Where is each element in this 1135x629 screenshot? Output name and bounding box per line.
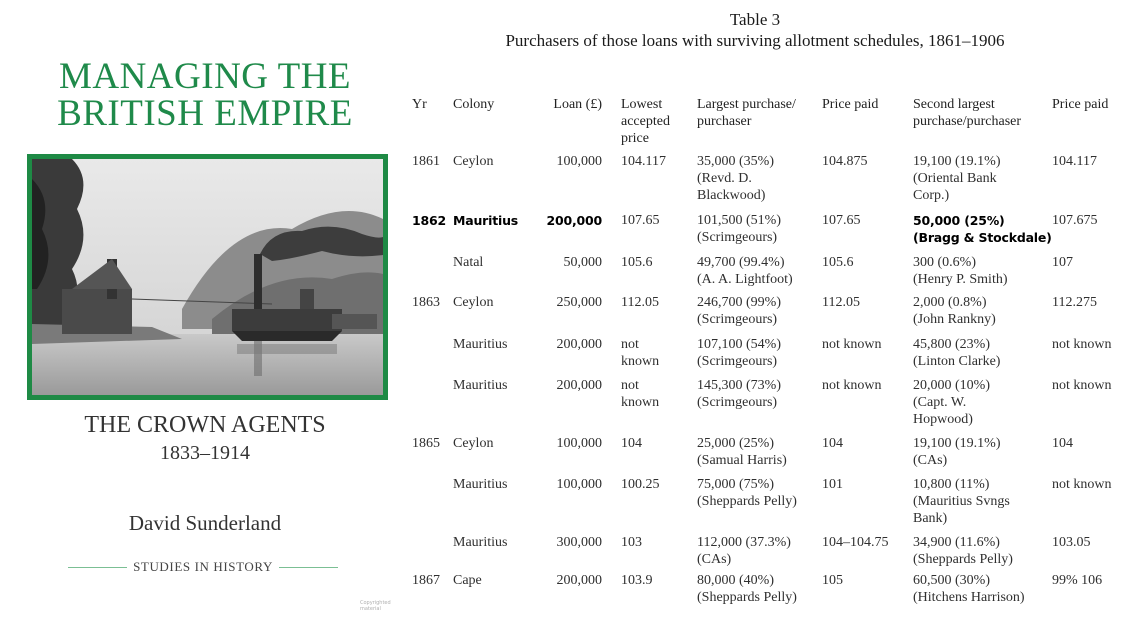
series-rule-right — [279, 567, 338, 568]
cell-largest: 145,300 (73%) (Scrimgeours) — [697, 378, 781, 410]
cover-subtitle-text: THE CROWN AGENTS — [84, 412, 326, 438]
cell-loan: 100,000 — [556, 477, 602, 492]
cell-lowest: 103.9 — [621, 573, 653, 588]
cell-largest: 35,000 (35%) (Revd. D. Blackwood) — [697, 154, 774, 203]
cell-colony: Ceylon — [453, 436, 494, 451]
cell-largest: 80,000 (40%) (Sheppards Pelly) — [697, 573, 797, 605]
cell-largest: 75,000 (75%) (Sheppards Pelly) — [697, 477, 797, 509]
header-colony: Colony — [453, 97, 495, 112]
cell-loan: 200,000 — [546, 213, 602, 228]
series-rule-left — [68, 567, 127, 568]
table-page — [410, 0, 1135, 629]
table-caption: Purchasers of those loans with surviving allotment schedules, 1861–1906 — [505, 31, 1005, 50]
cell-loan: 300,000 — [556, 535, 602, 550]
cell-yr: 1862 — [412, 213, 446, 228]
header-loan: Loan (£) — [553, 97, 602, 112]
cover-series — [68, 558, 338, 576]
cell-price: not known — [822, 337, 882, 352]
cell-yr: 1863 — [412, 295, 440, 310]
cell-price: not known — [822, 378, 882, 393]
cell-yr: 1865 — [412, 436, 440, 451]
header-lowest: Lowest accepted price — [621, 97, 670, 146]
cell-second: 50,000 (25%) (Bragg & Stockdale) — [913, 213, 1052, 245]
cell-colony: Mauritius — [453, 535, 508, 550]
cell-price: 101 — [822, 477, 843, 492]
header-price-paid-2: Price paid — [1052, 97, 1109, 112]
cell-loan: 100,000 — [556, 436, 602, 451]
cell-second: 60,500 (30%) (Hitchens Harrison) — [913, 573, 1025, 605]
header-yr: Yr — [412, 97, 427, 112]
cell-price: 105.6 — [822, 255, 854, 270]
cell-colony: Mauritius — [453, 477, 508, 492]
copyright-watermark: Copyrighted material — [360, 600, 391, 612]
cell-price: 104–104.75 — [822, 535, 889, 550]
cell-loan: 50,000 — [563, 255, 602, 270]
header-price-paid: Price paid — [822, 97, 879, 112]
cell-price: 112.05 — [822, 295, 860, 310]
cell-colony: Ceylon — [453, 295, 494, 310]
cover-author: David Sunderland — [128, 511, 282, 535]
header-largest: Largest purchase/ purchaser — [697, 97, 796, 129]
cell-price-2: 107.675 — [1052, 213, 1098, 228]
cell-lowest: 103 — [621, 535, 642, 550]
cell-second: 45,800 (23%) (Linton Clarke) — [913, 337, 1001, 369]
cell-second: 10,800 (11%) (Mauritius Svngs Bank) — [913, 477, 1010, 526]
cell-price: 104.875 — [822, 154, 868, 169]
cell-price-2: not known — [1052, 477, 1112, 492]
cell-second: 20,000 (10%) (Capt. W. Hopwood) — [913, 378, 990, 427]
cell-lowest: 107.65 — [621, 213, 660, 228]
cell-loan: 200,000 — [556, 573, 602, 588]
cell-loan: 100,000 — [556, 154, 602, 169]
cell-price: 107.65 — [822, 213, 861, 228]
cover-title-line-1: MANAGING THE — [58, 56, 352, 97]
cell-largest: 112,000 (37.3%) (CAs) — [697, 535, 791, 567]
cell-price-2: not known — [1052, 337, 1112, 352]
cell-lowest: 112.05 — [621, 295, 659, 310]
cell-colony: Mauritius — [453, 378, 508, 393]
series-label: STUDIES IN HISTORY — [133, 559, 273, 574]
cell-largest: 246,700 (99%) (Scrimgeours) — [697, 295, 781, 327]
cell-yr: 1861 — [412, 154, 440, 169]
cover-years: 1833–1914 — [160, 442, 250, 464]
cell-lowest: 104.117 — [621, 154, 666, 169]
header-second: Second largest purchase/purchaser — [913, 97, 1022, 129]
cell-price: 105 — [822, 573, 843, 588]
cell-colony: Mauritius — [453, 213, 519, 228]
cover-title — [0, 58, 410, 132]
cell-loan: 200,000 — [556, 337, 602, 352]
cell-largest: 25,000 (25%) (Samual Harris) — [697, 436, 787, 468]
cover-subtitle — [0, 411, 410, 467]
cover-title-line-2: BRITISH EMPIRE — [57, 93, 353, 134]
cell-second: 19,100 (19.1%) (Oriental Bank Corp.) — [913, 154, 1001, 203]
cell-lowest: 104 — [621, 436, 642, 451]
table-title — [410, 9, 1100, 51]
cell-colony: Mauritius — [453, 337, 508, 352]
cell-colony: Cape — [453, 573, 482, 588]
cell-price-2: 103.05 — [1052, 535, 1091, 550]
cell-lowest: 100.25 — [621, 477, 660, 492]
cell-price: 104 — [822, 436, 843, 451]
cell-colony: Natal — [453, 255, 484, 270]
cell-second: 19,100 (19.1%) (CAs) — [913, 436, 1001, 468]
cell-second: 34,900 (11.6%) (Sheppards Pelly) — [913, 535, 1013, 567]
cell-price-2: 112.275 — [1052, 295, 1097, 310]
cell-largest: 101,500 (51%) (Scrimgeours) — [697, 213, 781, 245]
cell-price-2: 107 — [1052, 255, 1073, 270]
cell-largest: 49,700 (99.4%) (A. A. Lightfoot) — [697, 255, 793, 287]
cell-loan: 250,000 — [556, 295, 602, 310]
cell-largest: 107,100 (54%) (Scrimgeours) — [697, 337, 781, 369]
cell-price-2: not known — [1052, 378, 1112, 393]
cell-price-2: 99% 106 — [1052, 573, 1103, 588]
cell-colony: Ceylon — [453, 154, 494, 169]
cell-second: 300 (0.6%) (Henry P. Smith) — [913, 255, 1008, 287]
steam-boat-photo — [32, 159, 383, 395]
cell-lowest: not known — [621, 337, 660, 369]
cell-lowest: 105.6 — [621, 255, 653, 270]
cell-loan: 200,000 — [556, 378, 602, 393]
cell-second: 2,000 (0.8%) (John Rankny) — [913, 295, 996, 327]
cell-price-2: 104.117 — [1052, 154, 1097, 169]
cell-price-2: 104 — [1052, 436, 1073, 451]
cell-yr: 1867 — [412, 573, 440, 588]
table-number: Table 3 — [729, 10, 781, 29]
cover-photo — [27, 154, 388, 400]
cell-lowest: not known — [621, 378, 660, 410]
book-cover — [0, 0, 410, 629]
